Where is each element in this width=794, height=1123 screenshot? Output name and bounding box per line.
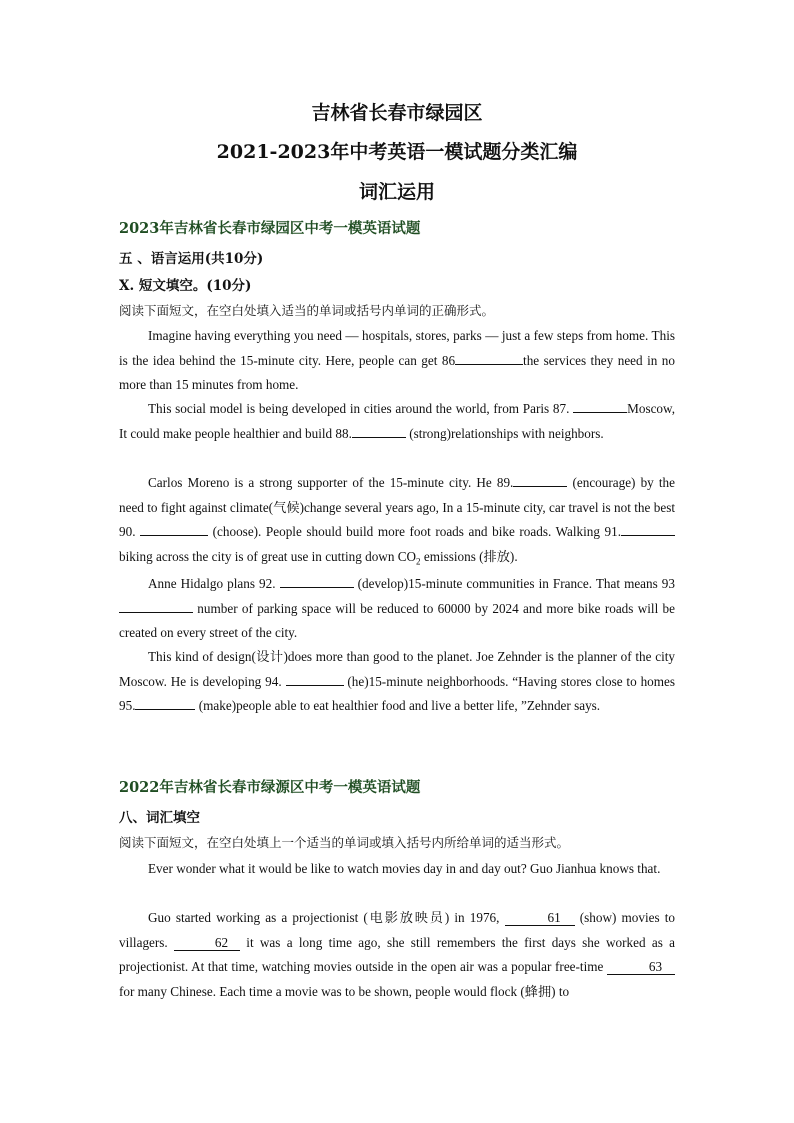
doc-title-region: 吉林省长春市绿园区 — [311, 102, 483, 124]
answer-blank[interactable] — [280, 573, 354, 588]
passage-paragraph: Imagine having everything you need — hospitals, stores, parks — just a few steps from home. This is the idea behind the 15-minute city. Here, people can get 86 the services they need in no more than 15 minutes from home. — [119, 328, 675, 393]
passage-paragraph: Guo started working as a projectionist (电影放映员) in 1976, 61 (show) movies to villagers. 62 it was a long time ago, she still remembers the first days she worked as a projectionist. At that time, watching movies outside in the open air was a popular free-time 63 for many Chinese. Each time a movie was to be shown, people would flock (蜂拥) to — [119, 910, 675, 999]
part-heading-2022: 八、词汇填空 — [119, 810, 200, 826]
answer-blank[interactable] — [455, 350, 523, 365]
answer-blank[interactable] — [135, 695, 195, 710]
passage-paragraph: This social model is being developed in cities around the world, from Paris 87. Moscow, It could make people healthier and build 88. (strong)relationships with neighbors. — [119, 397, 675, 446]
answer-blank[interactable] — [352, 423, 406, 438]
numbered-blank-62[interactable]: 62 — [174, 936, 240, 951]
numbered-blank-63[interactable]: 63 — [607, 960, 675, 975]
doc-title-topic: 词汇运用 — [358, 181, 435, 203]
answer-blank[interactable] — [513, 472, 567, 487]
answer-blank[interactable] — [140, 521, 208, 536]
passage-paragraph: Anne Hidalgo plans 92. (develop)15-minute communities in France. That means 93 number of parking space will be reduced to 60000 by 2024 and more bike roads will be created on every street of the city. — [119, 572, 675, 646]
instruction-2022: 阅读下面短文，在空白处填上一个适当的单词或填入括号内所给单词的适当形式。 — [119, 835, 570, 850]
passage-paragraph: This kind of design(设计)does more than good to the planet. Joe Zehnder is the planner of the city Moscow. He is developing 94. (he)15-minute neighborhoods. “Having stores close to homes 95. (make)people able to eat healthier food and live a better life, ”Zehnder says. — [119, 649, 676, 714]
passage-paragraph: Carlos Moreno is a strong supporter of the 15-minute city. He 89. (encourage) by the need to fight against climate(气候)change several years ago, In a 15-minute city, car travel is not the best 90. (choose). People should build more foot roads and bike roads. Walking 91.biking across the city is of great use in cutting down $CO_2$ emissions (排放). — [119, 471, 675, 574]
section-heading-2023: 2023年吉林省长春市绿园区中考一模英语试题 — [119, 220, 421, 237]
part-heading-2023: 五 、语言运用(共10分) — [119, 251, 264, 267]
passage-paragraph: Ever wonder what it would be like to watch movies day in and day out? Guo Jianhua knows that. — [148, 861, 661, 876]
answer-blank[interactable] — [119, 598, 193, 613]
answer-blank[interactable] — [286, 671, 344, 686]
instruction-2023: 阅读下面短文，在空白处填入适当的单词或括号内单词的正确形式。 — [119, 303, 495, 318]
subpart-heading-2023: X. 短文填空。(10分) — [119, 278, 252, 294]
doc-title-main: 2021-2023年中考英语一模试题分类汇编 — [216, 141, 578, 163]
section-heading-2022: 2022年吉林省长春市绿源区中考一模英语试题 — [119, 779, 421, 796]
answer-blank[interactable] — [573, 398, 627, 413]
numbered-blank-61[interactable]: 61 — [505, 911, 575, 926]
answer-blank[interactable] — [621, 521, 675, 536]
